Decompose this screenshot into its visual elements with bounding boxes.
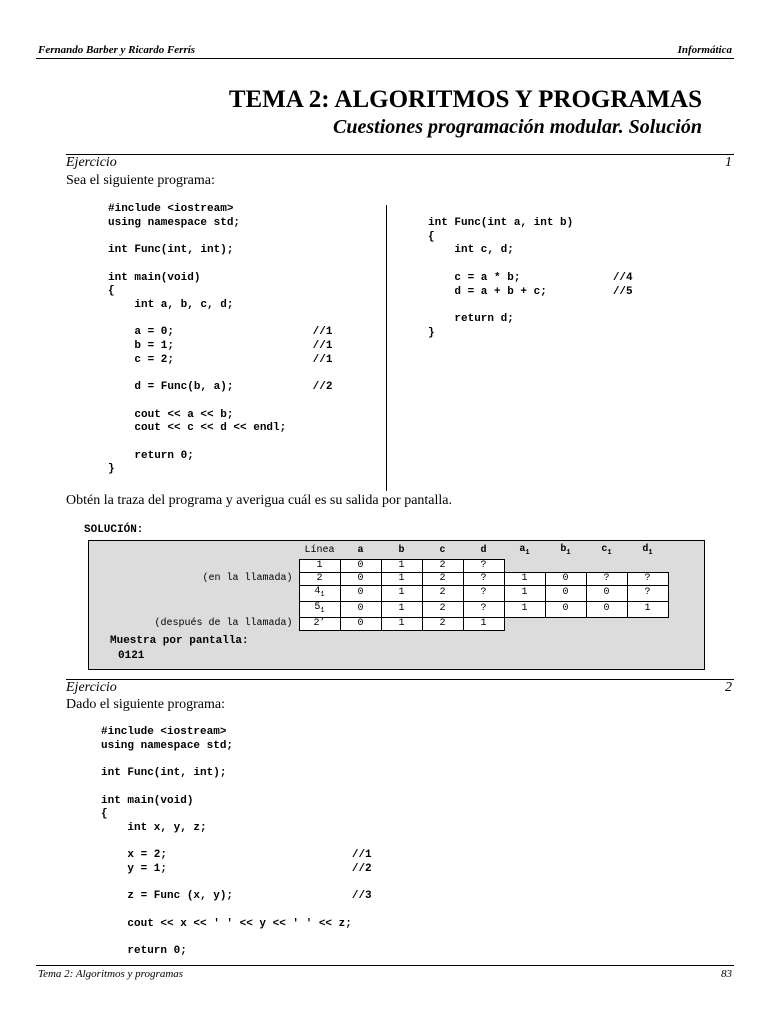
trace-cell: ? [627,572,668,585]
trace-header-row [89,544,668,559]
trace-header-d: d [480,545,487,557]
trace-cell: 1 [504,601,545,617]
header-rule [36,58,734,59]
code-separator [386,205,387,491]
page-number: 83 [721,968,732,980]
trace-header-d1: $d_1$ [642,544,653,557]
trace-cell: 1 [504,585,545,601]
trace-cell: 2 [422,601,463,617]
trace-line: 2’ [299,617,340,630]
solution-box [88,540,705,670]
trace-cell: 0 [340,585,381,601]
trace-cell: 0 [586,585,627,601]
trace-cell: 1 [463,617,504,630]
trace-header-a1: $a_1$ [519,544,530,557]
trace-cell: 1 [381,617,422,630]
header-authors: Fernando Barber y Ricardo Ferrís [38,44,196,56]
page-title: TEMA 2: ALGORITMOS Y PROGRAMAS [228,86,702,113]
trace-cell: 1 [504,572,545,585]
trace-cell: 0 [340,601,381,617]
trace-line: 1 [299,559,340,572]
trace-cell: ? [586,572,627,585]
trace-row-note [89,585,299,601]
ex2-code: #include <iostream> using namespace std; int Func(int, int); int main(void) { int x, y, z; x = 2; //1 y = 1; //2 z = Func (x, y); //3 cout << x << ' ' << y << ' ' << z; return 0; [101,726,372,958]
trace-cell: 2 [422,617,463,630]
trace-row [89,617,668,630]
trace-header-c: c [439,545,446,557]
trace-header-a: a [357,545,364,557]
ex1-code-main: #include <iostream> using namespace std; int Func(int, int); int main(void) { int a, b, c, d; a = 0; //1 b = 1; //1 c = 2; //1 d = Func(b, a); //2 cout << a << b; cout << c << d << endl; return 0; } [108,203,333,476]
trace-cell: ? [463,601,504,617]
trace-cell: 0 [340,617,381,630]
trace-header-line: Línea [304,545,335,557]
ex1-intro: Sea el siguiente programa: [66,173,215,188]
ex2-rule [66,679,734,680]
trace-cell: ? [463,585,504,601]
trace-row [89,601,668,617]
trace-cell: 1 [381,601,422,617]
trace-line: $4_1$ [299,585,340,601]
footer-chapter: Tema 2: Algoritmos y programas [38,968,184,980]
trace-row-note: (en la llamada) [202,572,293,584]
trace-cell: 2 [422,572,463,585]
trace-header-b1: $b_1$ [560,544,571,557]
ex2-label: Ejercicio [66,680,117,695]
trace-row-note [89,601,299,617]
page-subtitle: Cuestiones programación modular. Solución [333,116,702,138]
trace-cell: 0 [545,572,586,585]
trace-cell: 1 [627,601,668,617]
trace-table [89,544,669,631]
trace-cell: 2 [422,585,463,601]
output-label: Muestra por pantalla: [110,635,249,647]
footer-rule [36,965,734,966]
trace-cell: 0 [586,601,627,617]
solution-label: SOLUCIÓN: [84,524,144,536]
trace-cell: ? [463,559,504,572]
trace-cell: ? [627,585,668,601]
header-subject: Informática [677,44,732,56]
ex1-rule [66,154,734,155]
ex2-number: 2 [725,680,732,695]
ex1-number: 1 [725,155,732,170]
ex1-question: Obtén la traza del programa y averigua cuál es su salida por pantalla. [66,493,453,508]
trace-cell: 0 [545,585,586,601]
ex2-intro: Dado el siguiente programa: [66,697,226,712]
trace-row [89,572,668,585]
output-value: 0121 [118,650,145,662]
trace-cell: 2 [422,559,463,572]
trace-header-b: b [398,545,405,557]
trace-cell: 0 [340,572,381,585]
trace-cell: 1 [381,572,422,585]
trace-cell: 0 [340,559,381,572]
trace-cell: ? [463,572,504,585]
trace-cell: 1 [381,559,422,572]
trace-cell: 0 [545,601,586,617]
trace-row-note [89,559,299,572]
trace-cell: 1 [381,585,422,601]
ex1-label: Ejercicio [66,155,117,170]
trace-row [89,559,668,572]
trace-line: $5_1$ [299,601,340,617]
trace-row [89,585,668,601]
ex1-code-func: int Func(int a, int b) { int c, d; c = a * b; //4 d = a + b + c; //5 return d; } [428,217,633,339]
trace-line: 2 [299,572,340,585]
trace-header-c1: $c_1$ [601,544,612,557]
trace-row-note: (después de la llamada) [154,617,293,629]
